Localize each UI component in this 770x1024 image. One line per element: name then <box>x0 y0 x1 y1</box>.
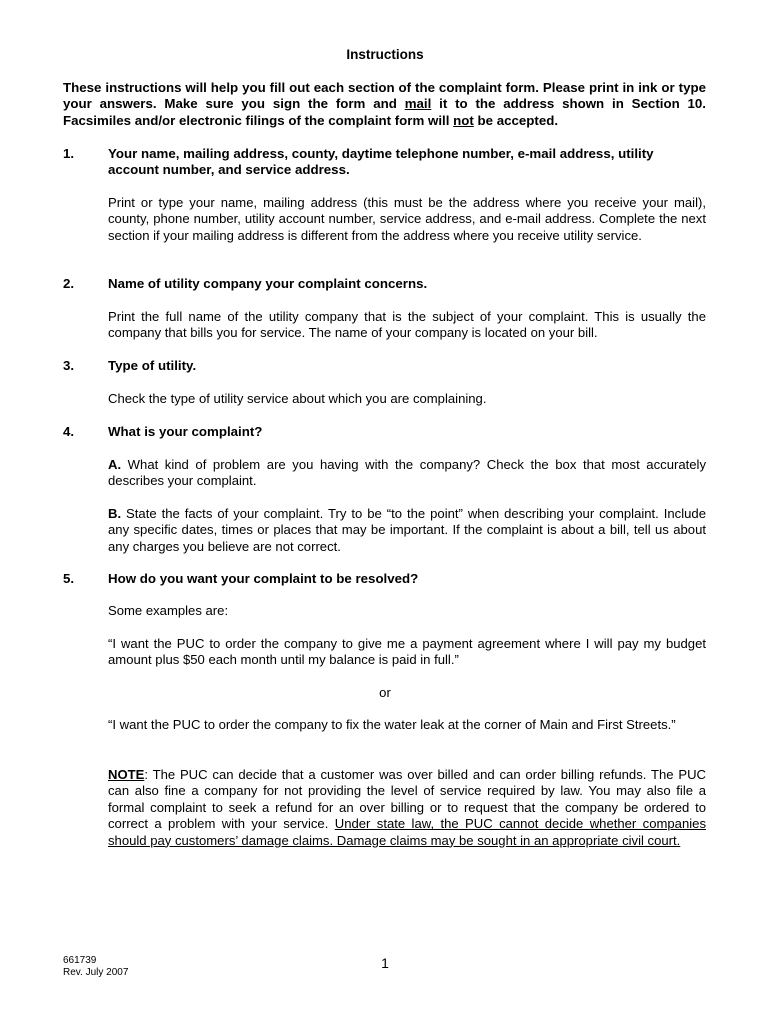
page-title: Instructions <box>346 47 424 62</box>
note-label: NOTE <box>108 767 145 782</box>
form-number: 661739 <box>63 955 97 966</box>
intro-text-3: be accepted. <box>473 112 559 128</box>
section-5-or: or <box>379 685 391 700</box>
section-2-heading: Name of utility company your complaint concerns. <box>108 276 428 291</box>
section-5-heading: How do you want your complaint to be resolved? <box>108 571 419 586</box>
section-4b-label: B. <box>108 506 122 521</box>
section-4-heading: What is your complaint? <box>108 424 263 439</box>
intro-text-1: These instructions will help you fill out each section of the complaint form. Please print in ink or type your answers. Make sure you sign the form and <box>63 80 706 112</box>
section-2-number: 2. <box>63 276 75 291</box>
section-3-number: 3. <box>63 358 75 373</box>
section-4b-body: State the facts of your complaint. Try to be “to the point” when describing your complaint. Include any specific dates, times or places that may be important. If the complaint is about a bill, tell us about any charges you believe are not correct. <box>108 506 706 554</box>
section-5-example-1: “I want the PUC to order the company to give me a payment agreement where I will pay my budget amount plus $50 each month until my balance is paid in full.” <box>108 636 706 668</box>
note-body: : The PUC can decide that a customer was over billed and can order billing refunds. The PUC can also fine a company for not providing the level of service required by law. You may also file a formal complaint to seek a refund for an over billing or to request that the company be ordered to correct a problem with your service. <box>108 767 706 832</box>
section-3-heading: Type of utility. <box>108 358 197 373</box>
intro-text-2: it to the address shown in Section 10. Facsimiles and/or electronic filings of the complaint form will <box>63 96 707 128</box>
section-2-body: Print the full name of the utility company that is the subject of your complaint. This is usually the company that bills you for service. The name of your company is located on your bill. <box>108 309 706 341</box>
section-1-heading: Your name, mailing address, county, daytime telephone number, e-mail address, utility account number, and service address. <box>108 146 654 178</box>
page-number: 1 <box>381 955 389 971</box>
intro-paragraph <box>63 80 706 129</box>
section-5-number: 5. <box>63 571 75 586</box>
section-4a-body: What kind of problem are you having with the company? Check the box that most accurately describes your complaint. <box>108 457 706 489</box>
revision-date: Rev. July 2007 <box>63 967 129 978</box>
section-1-body: Print or type your name, mailing address (this must be the address where you receive your mail), county, phone number, utility account number, service address, and e-mail address. Complete the next section if your mailing address is different from the address where you receive utility service. <box>108 195 706 243</box>
section-4a-label: A. <box>108 457 122 472</box>
section-3-body: Check the type of utility service about which you are complaining. <box>108 391 487 406</box>
section-5-note <box>108 767 706 849</box>
section-1-number: 1. <box>63 146 75 161</box>
intro-mail-underlined: mail <box>404 96 432 112</box>
section-4b-paragraph <box>108 506 706 555</box>
section-4-number: 4. <box>63 424 75 439</box>
section-5-example-2: “I want the PUC to order the company to fix the water leak at the corner of Main and First Streets.” <box>108 717 676 732</box>
intro-not-underlined: not <box>453 112 474 128</box>
section-5-examples-intro: Some examples are: <box>108 603 229 618</box>
note-underlined: Under state law, the PUC cannot decide whether companies should pay customers’ damage claims. Damage claims may be sought in an appropriate civil court. <box>108 816 706 848</box>
section-4a-paragraph <box>108 457 706 490</box>
